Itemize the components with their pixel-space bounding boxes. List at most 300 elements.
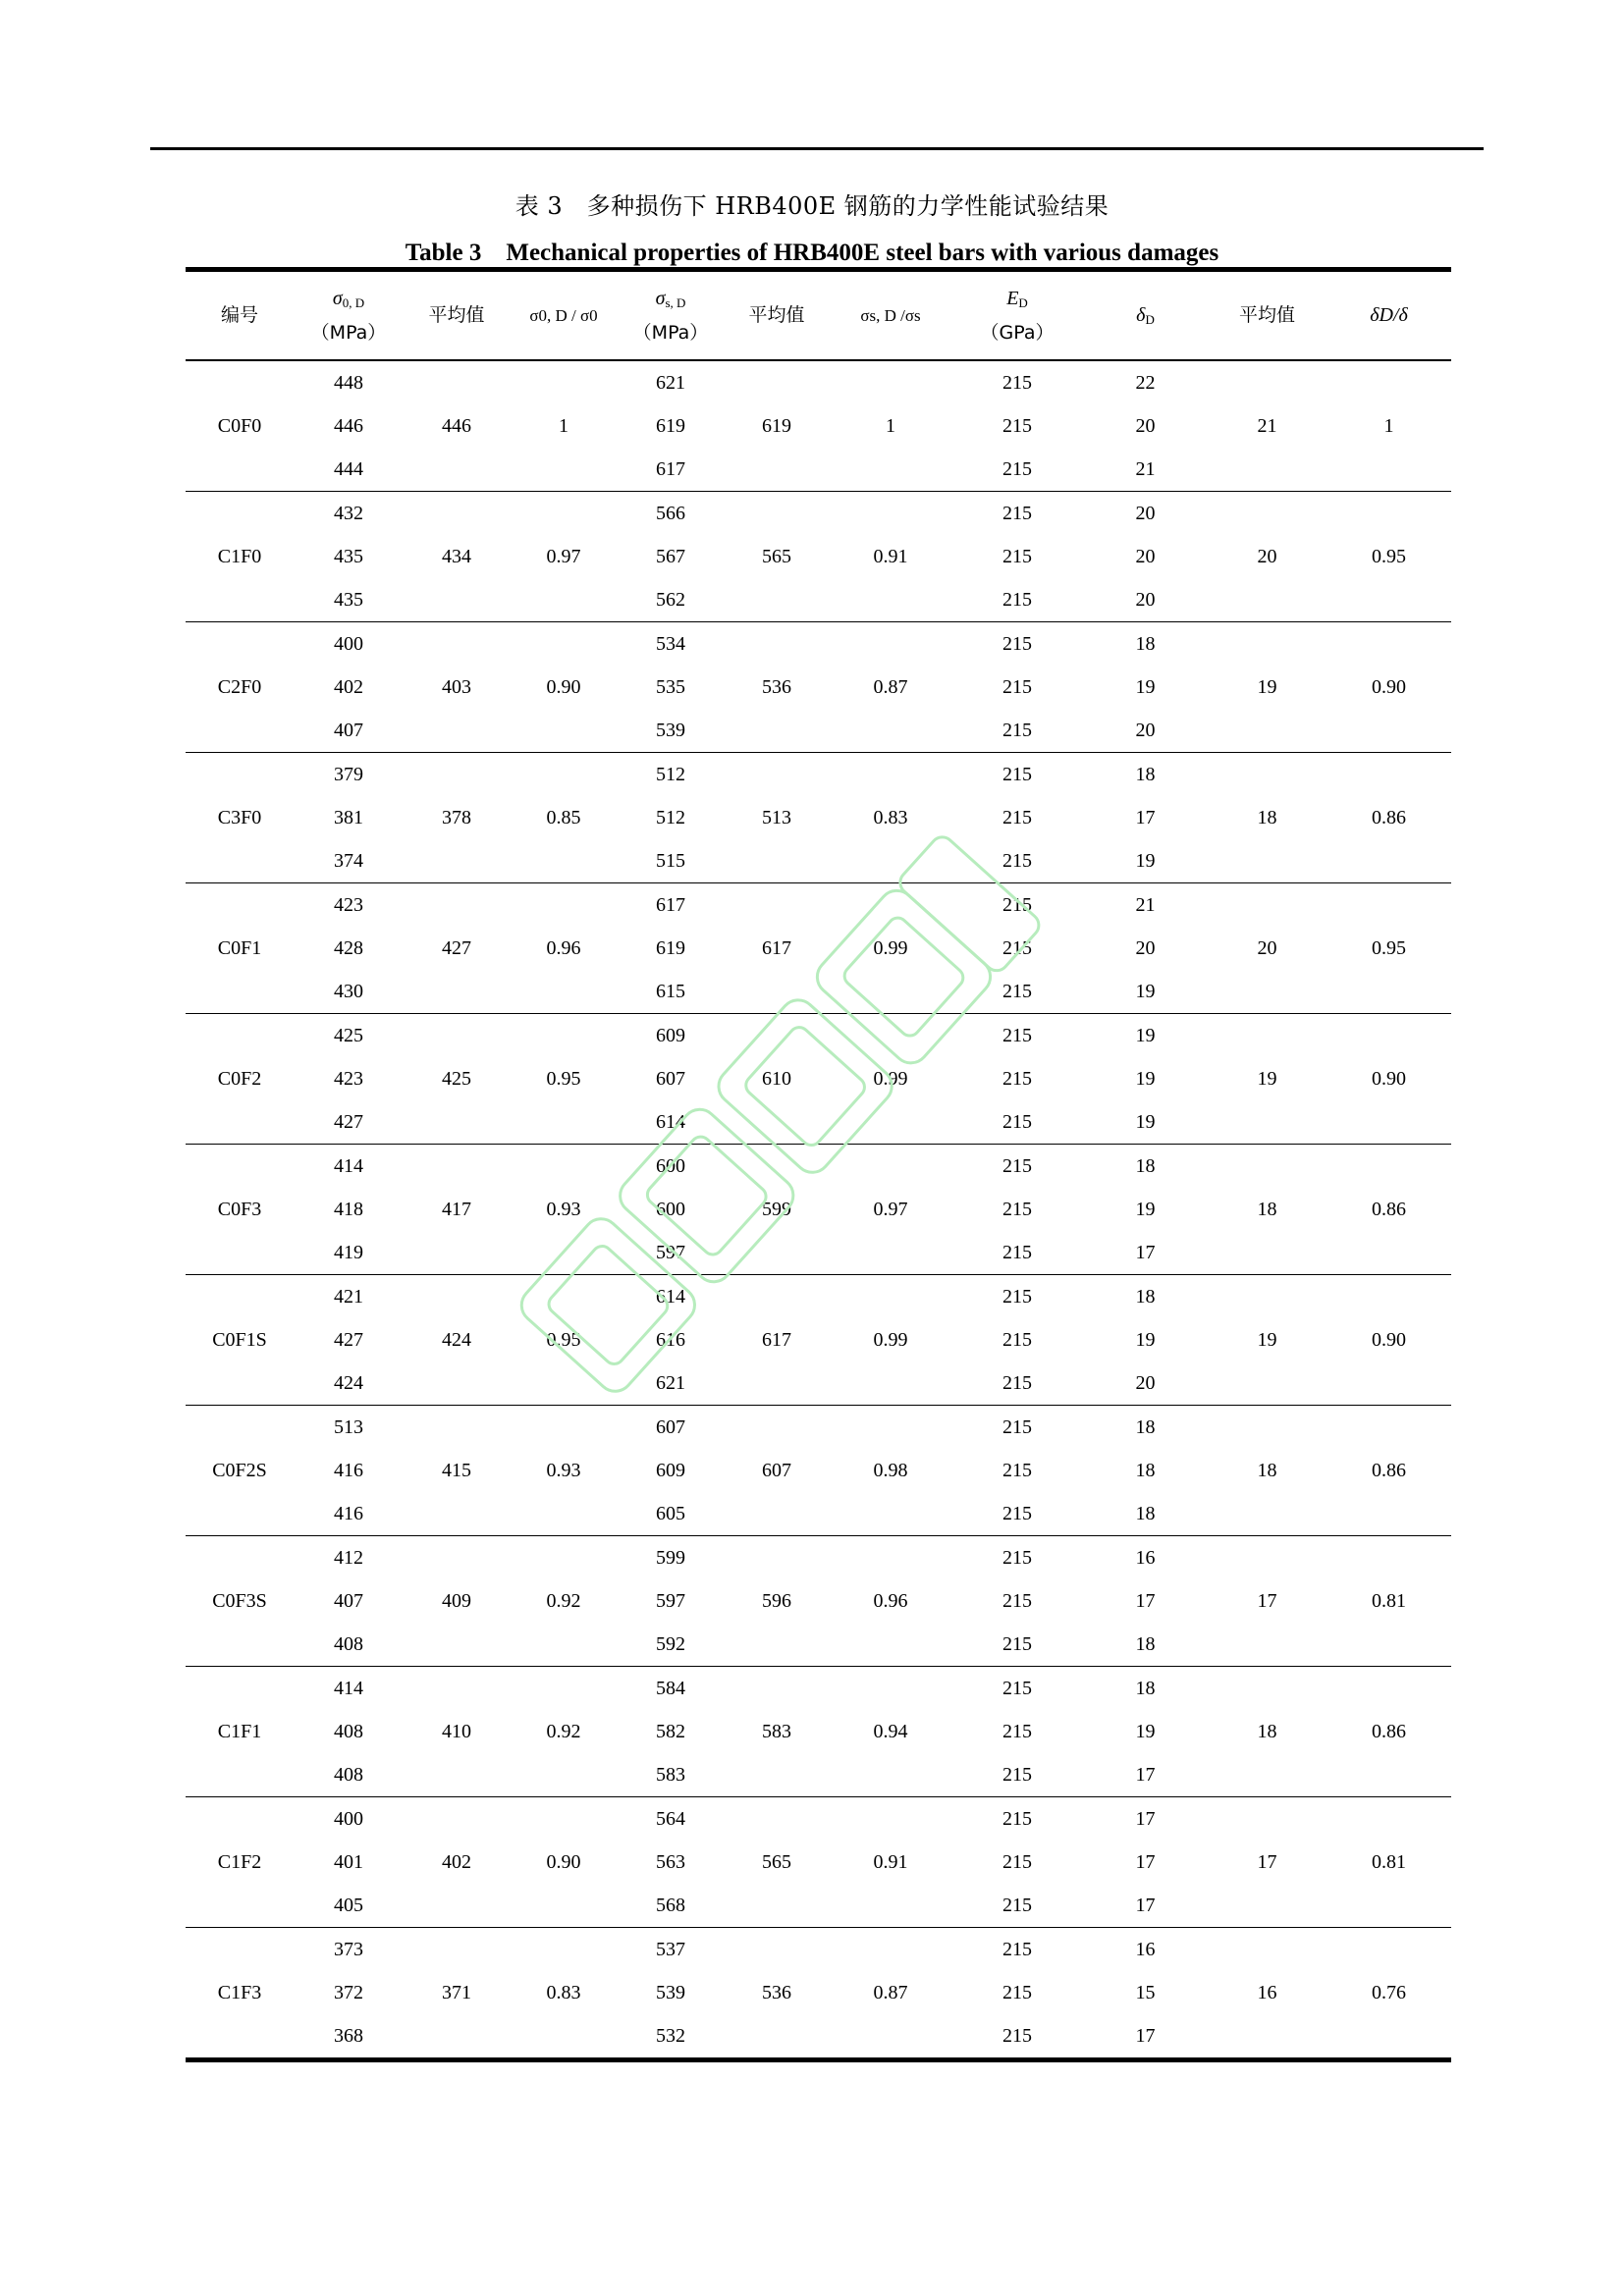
sigma0-ratio [510,2014,618,2060]
sigmas-value: 563 [656,1850,685,1873]
modulus-value: 215 [951,1492,1083,1536]
sigmas-ratio [830,753,951,797]
sigma0-ratio [510,1536,618,1580]
sigma0-average [404,1928,510,1972]
sigma0-average: 371 [442,1981,471,2003]
sigma0-average [404,1014,510,1058]
sigma0-value: 421 [334,1285,363,1308]
table-row [186,883,1451,928]
sigma0-value: 446 [334,414,363,437]
sigmas-ratio [830,1406,951,1450]
specimen-id [186,1275,294,1319]
table-header-row [186,270,1451,361]
specimen-id: C1F0 [217,545,262,567]
sigmas-value: 582 [656,1720,685,1742]
sigmas-ratio: 0.99 [873,936,908,959]
sigma0-value: 400 [334,1807,363,1830]
sigma0-ratio [510,1928,618,1972]
table-row [186,839,1451,883]
sigmas-average [724,709,830,753]
sigmas-ratio [830,883,951,928]
modulus-value: 215 [951,970,1083,1014]
sigma0-ratio: 0.90 [546,675,581,698]
sigma0-average: 427 [442,936,471,959]
table-row [186,1710,1451,1753]
elongation-average [1208,883,1326,928]
modulus-value: 215 [1002,806,1032,828]
sigmas-value: 562 [618,578,724,622]
sigma0-average [404,839,510,883]
specimen-id [186,1667,294,1711]
sigmas-ratio: 0.91 [873,545,908,567]
sigma0-average: 434 [442,545,471,567]
elongation-average [1208,753,1326,797]
modulus-value: 215 [951,1753,1083,1797]
specimen-id [186,1014,294,1058]
sigmas-ratio [830,1100,951,1145]
header-e: $E_D$ （GPa） [951,270,1083,361]
table-row [186,448,1451,492]
sigmas-value: 566 [656,502,685,524]
elongation-average [1208,492,1326,536]
table-row [186,1145,1451,1189]
sigmas-value: 564 [656,1807,685,1830]
modulus-value: 215 [1002,1154,1032,1177]
sigma0-ratio: 0.90 [546,1850,581,1873]
elongation-value: 20 [1083,578,1208,622]
sigmas-ratio [830,970,951,1014]
sigma0-ratio: 0.83 [546,1981,581,2003]
sigmas-average: 610 [762,1067,791,1090]
modulus-value: 215 [951,1884,1083,1928]
specimen-id: C0F1 [217,936,262,959]
sigma0-ratio [510,1145,618,1189]
elongation-average: 19 [1257,1328,1277,1351]
sigmas-value: 584 [656,1677,685,1699]
sigmas-average: 599 [762,1198,791,1220]
sigmas-value: 609 [656,1459,685,1481]
specimen-id [186,839,294,883]
header-sigmas: $\sigma_{s, D}$ （MPa） [618,270,724,361]
elongation-ratio: 0.86 [1372,806,1406,828]
modulus-value: 215 [951,1362,1083,1406]
sigma0-ratio: 0.93 [546,1459,581,1481]
sigmas-ratio [830,1884,951,1928]
specimen-id [186,2014,294,2060]
sigma0-average [404,622,510,667]
sigmas-value: 599 [656,1546,685,1569]
elongation-value: 19 [1083,839,1208,883]
header-ratio-sigmas: σs, D /σs [830,270,951,361]
elongation-value: 20 [1083,709,1208,753]
modulus-value: 215 [951,448,1083,492]
elongation-ratio: 0.90 [1372,1328,1406,1351]
sigma0-average: 402 [442,1850,471,1873]
sigmas-value: 532 [618,2014,724,2060]
sigmas-average: 617 [762,936,791,959]
modulus-value: 215 [1002,1938,1032,1960]
elongation-value: 19 [1083,1100,1208,1145]
table-row [186,1536,1451,1580]
elongation-value: 17 [1135,806,1156,828]
sigma0-average [404,1492,510,1536]
sigma0-value: 424 [294,1362,404,1406]
sigmas-value: 597 [618,1231,724,1275]
specimen-id [186,1536,294,1580]
elongation-average [1208,448,1326,492]
sigma0-ratio [510,970,618,1014]
elongation-ratio [1326,970,1451,1014]
sigma0-value: 373 [334,1938,363,1960]
sigma0-ratio [510,1362,618,1406]
elongation-ratio: 0.86 [1372,1720,1406,1742]
specimen-id [186,883,294,928]
specimen-id: C2F0 [217,675,262,698]
modulus-value: 215 [1002,371,1032,394]
table-row [186,1971,1451,2014]
specimen-id: C0F3S [212,1589,267,1612]
specimen-id: C1F2 [217,1850,262,1873]
elongation-average [1208,1362,1326,1406]
elongation-ratio [1326,448,1451,492]
sigma0-value: 418 [334,1198,363,1220]
table-row [186,578,1451,622]
sigma0-average [404,578,510,622]
modulus-value: 215 [1002,1546,1032,1569]
elongation-average [1208,622,1326,667]
elongation-value: 19 [1135,1328,1156,1351]
sigmas-value: 617 [656,893,685,916]
sigmas-average [724,883,830,928]
sigmas-value: 621 [656,371,685,394]
elongation-ratio [1326,360,1451,404]
sigma0-value: 405 [294,1884,404,1928]
sigmas-average [724,1275,830,1319]
elongation-value: 19 [1135,1067,1156,1090]
sigma0-ratio: 0.97 [546,545,581,567]
sigmas-average [724,1928,830,1972]
elongation-ratio [1326,1753,1451,1797]
sigma0-value: 423 [334,893,363,916]
elongation-value: 18 [1135,1285,1156,1308]
sigma0-average: 378 [442,806,471,828]
elongation-ratio: 0.95 [1372,936,1406,959]
elongation-value: 19 [1083,970,1208,1014]
sigma0-value: 427 [294,1100,404,1145]
specimen-id [186,622,294,667]
elongation-value: 18 [1135,1459,1156,1481]
elongation-value: 15 [1135,1981,1156,2003]
elongation-average [1208,1753,1326,1797]
sigmas-average: 583 [762,1720,791,1742]
sigmas-average [724,1231,830,1275]
table-row [186,1667,1451,1711]
sigmas-value: 535 [656,675,685,698]
elongation-average [1208,1797,1326,1842]
elongation-average: 18 [1257,1198,1277,1220]
sigmas-average [724,1623,830,1667]
table-row [186,492,1451,536]
sigma0-value: 416 [334,1459,363,1481]
table-row [186,709,1451,753]
elongation-ratio: 0.90 [1372,675,1406,698]
table-row [186,1362,1451,1406]
results-table [186,267,1451,2062]
sigmas-value: 607 [656,1067,685,1090]
elongation-value: 19 [1135,675,1156,698]
sigma0-value: 408 [294,1623,404,1667]
sigmas-value: 583 [618,1753,724,1797]
sigma0-average: 415 [442,1459,471,1481]
elongation-average: 20 [1257,545,1277,567]
modulus-value: 215 [1002,414,1032,437]
sigmas-average [724,1014,830,1058]
sigma0-value: 408 [334,1720,363,1742]
specimen-id [186,1231,294,1275]
modulus-value: 215 [1002,1198,1032,1220]
table-row [186,1492,1451,1536]
elongation-average [1208,1275,1326,1319]
sigmas-average: 536 [762,675,791,698]
sigma0-average: 446 [442,414,471,437]
specimen-id: C0F2 [217,1067,262,1090]
elongation-ratio [1326,1014,1451,1058]
sigmas-ratio [830,492,951,536]
sigmas-average [724,1667,830,1711]
sigma0-value: 427 [334,1328,363,1351]
table-row [186,1753,1451,1797]
elongation-value: 18 [1083,1623,1208,1667]
sigmas-ratio: 0.87 [873,1981,908,2003]
elongation-value: 19 [1135,1198,1156,1220]
sigma0-value: 372 [334,1981,363,2003]
modulus-value: 215 [951,1623,1083,1667]
sigmas-ratio [830,839,951,883]
sigmas-value: 592 [618,1623,724,1667]
sigma0-average [404,1406,510,1450]
specimen-id [186,1492,294,1536]
sigma0-ratio [510,1231,618,1275]
sigmas-value: 614 [618,1100,724,1145]
sigmas-ratio [830,1231,951,1275]
elongation-value: 22 [1135,371,1156,394]
sigmas-average: 607 [762,1459,791,1481]
modulus-value: 215 [951,578,1083,622]
sigmas-ratio [830,1145,951,1189]
elongation-ratio [1326,839,1451,883]
sigma0-value: 416 [294,1492,404,1536]
modulus-value: 215 [951,2014,1083,2060]
modulus-value: 215 [951,1231,1083,1275]
sigma0-value: 368 [294,2014,404,2060]
modulus-value: 215 [1002,1459,1032,1481]
specimen-id [186,360,294,404]
elongation-average: 19 [1257,1067,1277,1090]
table-row [186,535,1451,578]
elongation-ratio [1326,1928,1451,1972]
sigmas-value: 539 [618,709,724,753]
sigma0-ratio [510,1275,618,1319]
elongation-value: 17 [1083,1753,1208,1797]
sigmas-average [724,448,830,492]
table-row [186,1406,1451,1450]
elongation-ratio [1326,1797,1451,1842]
modulus-value: 215 [1002,1677,1032,1699]
header-id: 编号 [186,270,294,361]
table-body [186,360,1451,2060]
sigma0-ratio [510,1406,618,1450]
sigma0-average [404,492,510,536]
sigmas-average [724,492,830,536]
sigmas-value: 597 [656,1589,685,1612]
table-row [186,1884,1451,1928]
elongation-average [1208,1145,1326,1189]
elongation-ratio [1326,1667,1451,1711]
elongation-ratio [1326,492,1451,536]
sigmas-average [724,1145,830,1189]
sigmas-average [724,2014,830,2060]
elongation-value: 19 [1135,1024,1156,1046]
sigma0-value: 428 [334,936,363,959]
sigmas-value: 512 [656,763,685,785]
elongation-ratio [1326,883,1451,928]
elongation-ratio [1326,1406,1451,1450]
sigmas-ratio [830,1492,951,1536]
sigmas-average: 536 [762,1981,791,2003]
elongation-average: 19 [1257,675,1277,698]
elongation-value: 17 [1083,2014,1208,2060]
sigmas-value: 512 [656,806,685,828]
sigmas-ratio [830,1623,951,1667]
elongation-ratio [1326,578,1451,622]
sigmas-average [724,622,830,667]
sigma0-ratio [510,839,618,883]
specimen-id: C0F3 [217,1198,262,1220]
modulus-value: 215 [951,1100,1083,1145]
elongation-value: 17 [1135,1850,1156,1873]
sigmas-ratio [830,1797,951,1842]
elongation-average: 18 [1257,1459,1277,1481]
sigma0-average [404,1884,510,1928]
sigmas-ratio [830,360,951,404]
elongation-value: 18 [1135,1677,1156,1699]
sigma0-ratio: 1 [559,414,568,437]
sigma0-value: 444 [294,448,404,492]
header-avg-sigmas: 平均值 [724,270,830,361]
table-row [186,1318,1451,1362]
sigmas-average: 617 [762,1328,791,1351]
sigmas-ratio [830,578,951,622]
sigmas-average: 596 [762,1589,791,1612]
sigma0-average [404,970,510,1014]
specimen-id [186,1145,294,1189]
table-row [186,1841,1451,1884]
table-row [186,1928,1451,1972]
sigma0-value: 448 [334,371,363,394]
sigmas-average: 513 [762,806,791,828]
sigma0-ratio [510,492,618,536]
elongation-average [1208,970,1326,1014]
table-row [186,404,1451,448]
specimen-id [186,1753,294,1797]
sigma0-average: 410 [442,1720,471,1742]
elongation-average [1208,1928,1326,1972]
table-row [186,2014,1451,2060]
specimen-id [186,578,294,622]
sigmas-ratio: 0.99 [873,1328,908,1351]
sigmas-average [724,839,830,883]
sigma0-ratio [510,709,618,753]
sigma0-value: 435 [334,545,363,567]
sigma0-average [404,709,510,753]
table-row [186,1449,1451,1492]
elongation-value: 16 [1135,1938,1156,1960]
sigma0-average: 403 [442,675,471,698]
table-row [186,1231,1451,1275]
elongation-value: 17 [1083,1884,1208,1928]
elongation-ratio [1326,1623,1451,1667]
elongation-value: 21 [1135,893,1156,916]
sigma0-average [404,2014,510,2060]
sigma0-average: 424 [442,1328,471,1351]
elongation-value: 20 [1135,414,1156,437]
specimen-id [186,1623,294,1667]
sigmas-ratio [830,1753,951,1797]
elongation-average [1208,1406,1326,1450]
table-row [186,970,1451,1014]
elongation-average [1208,360,1326,404]
table-row [186,753,1451,797]
elongation-average [1208,1231,1326,1275]
specimen-id [186,1884,294,1928]
sigma0-value: 408 [294,1753,404,1797]
elongation-average [1208,1667,1326,1711]
sigmas-ratio [830,2014,951,2060]
elongation-value: 21 [1083,448,1208,492]
header-avg-sigma0: 平均值 [404,270,510,361]
sigma0-average: 409 [442,1589,471,1612]
sigmas-value: 568 [618,1884,724,1928]
sigma0-ratio [510,1492,618,1536]
sigma0-value: 414 [334,1154,363,1177]
sigmas-average: 565 [762,1850,791,1873]
sigmas-value: 615 [618,970,724,1014]
sigmas-value: 567 [656,545,685,567]
modulus-value: 215 [1002,1589,1032,1612]
sigma0-value: 374 [294,839,404,883]
elongation-ratio [1326,1145,1451,1189]
elongation-value: 18 [1135,763,1156,785]
table-caption-en: Table 3 Mechanical properties of HRB400E steel bars with various damages [405,240,1219,266]
elongation-ratio [1326,1884,1451,1928]
elongation-average [1208,1884,1326,1928]
sigma0-value: 379 [334,763,363,785]
elongation-ratio [1326,2014,1451,2060]
sigmas-ratio [830,1362,951,1406]
specimen-id: C1F3 [217,1981,262,2003]
sigmas-ratio [830,709,951,753]
table-row [186,1014,1451,1058]
sigmas-value: 537 [656,1938,685,1960]
elongation-average [1208,1100,1326,1145]
elongation-average [1208,1492,1326,1536]
modulus-value: 215 [1002,1024,1032,1046]
header-sigma0: $\sigma_{0, D}$ （MPa） [294,270,404,361]
modulus-value: 215 [1002,1850,1032,1873]
elongation-average [1208,709,1326,753]
table-row [186,1275,1451,1319]
sigmas-value: 617 [618,448,724,492]
